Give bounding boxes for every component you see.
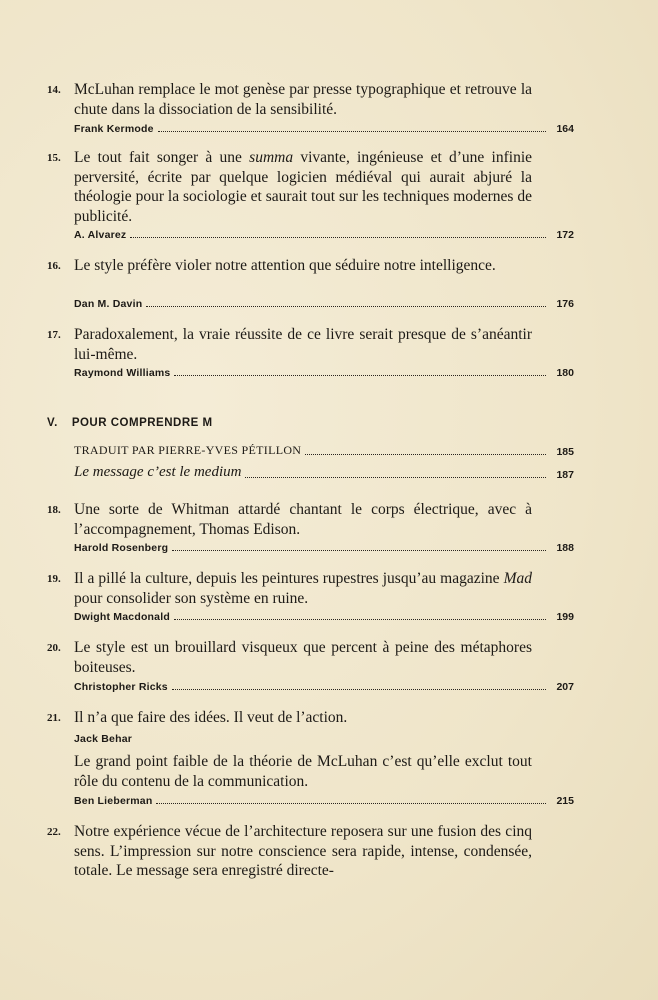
entry-number: 22.	[47, 826, 61, 838]
message-title: Le message c’est le medium	[74, 464, 242, 480]
entry-number: 19.	[47, 573, 61, 585]
entry-quote: Il n’a que faire des idées. Il veut de l’action.	[74, 709, 348, 726]
entry-number: 16.	[47, 260, 61, 272]
dot-leader	[305, 453, 546, 455]
message-line	[74, 463, 574, 481]
entry-quote: Il a pillé la culture, depuis les peintures rupestres jusqu’au magazine Mad pour consolider son système en ruine.	[74, 570, 532, 607]
entry-author-line	[74, 225, 574, 241]
dot-leader	[172, 549, 546, 551]
entry-number: 20.	[47, 642, 61, 654]
entry-quote: Le grand point faible de la théorie de McLuhan c’est qu’elle exclut tout rôle du contenu de la communication.	[74, 753, 532, 790]
entry-number: 17.	[47, 329, 61, 341]
dot-leader	[172, 688, 546, 690]
dot-leader	[156, 802, 546, 804]
entry-author-line	[74, 119, 574, 135]
entry-author-line	[74, 791, 574, 807]
section-title: POUR COMPRENDRE M	[71, 417, 213, 429]
translator-credit: TRADUIT PAR PIERRE-YVES PÉTILLON	[74, 443, 302, 457]
entry-author: Frank Kermode	[74, 123, 154, 135]
entry-number: 21.	[47, 712, 61, 724]
entry-page-number: 188	[556, 542, 574, 554]
entry-author-line	[74, 363, 574, 379]
entry-quote: Notre expérience vécue de l’architecture reposera sur une fusion des cinq sens. L’impression sur notre conscience sera rapide, intense, condensée, totale. Le message sera enregistré directe-	[74, 823, 532, 879]
section-heading	[47, 417, 213, 429]
dot-leader	[174, 618, 546, 620]
entry-quote: Le tout fait songer à une summa vivante, ingénieuse et d’une infinie perversité, écrite par quelque logicien médiéval qui aurait abjuré la théologie pour la sociologie et saurait tout sur les techniques modernes de publicité.	[74, 149, 533, 225]
entry-number: 18.	[47, 504, 61, 516]
entry-quote: Une sorte de Whitman attardé chantant le corps électrique, avec à l’accompagnement, Thomas Edison.	[74, 501, 532, 538]
entry-page-number: 207	[556, 681, 574, 693]
entry-number: 14.	[47, 84, 61, 96]
entry-author: Harold Rosenberg	[74, 542, 169, 554]
dot-leader	[146, 305, 546, 307]
entry-author-line	[74, 677, 574, 693]
entry-author: A. Alvarez	[74, 229, 127, 241]
entry-author: Raymond Williams	[74, 367, 171, 379]
translator-page-number: 185	[556, 446, 574, 458]
entry-author: Dan M. Davin	[74, 298, 143, 310]
entry-page-number: 164	[556, 123, 574, 135]
entry-author: Ben Lieberman	[74, 795, 153, 807]
dot-leader	[174, 374, 546, 376]
entry-number: 15.	[47, 152, 61, 164]
translator-line	[74, 440, 574, 458]
entry-page-number: 172	[556, 229, 574, 241]
entry-page-number: 176	[556, 298, 574, 310]
dot-leader	[130, 236, 546, 238]
entry-author: Jack Behar	[74, 733, 133, 745]
entry-page-number: 199	[556, 611, 574, 623]
entry-page-number: 215	[556, 795, 574, 807]
entry-quote: Le style préfère violer notre attention que séduire notre intelligence.	[74, 257, 496, 274]
entry-quote: Le style est un brouillard visqueux que percent à peine des métaphores boiteuses.	[74, 639, 532, 676]
entry-author-line	[74, 538, 574, 554]
dot-leader	[245, 476, 546, 478]
entry-quote: Paradoxalement, la vraie réussite de ce livre serait presque de s’anéantir lui-même.	[74, 326, 532, 363]
entry-author-line	[74, 607, 574, 623]
section-roman-numeral: V.	[47, 417, 58, 429]
entry-page-number: 180	[556, 367, 574, 379]
entry-author-line	[74, 294, 574, 310]
message-page-number: 187	[556, 469, 574, 481]
entry-author: Dwight Macdonald	[74, 611, 170, 623]
entry-author: Christopher Ricks	[74, 681, 168, 693]
entry-author-line	[74, 729, 574, 745]
entry-quote: McLuhan remplace le mot genèse par presse typographique et retrouve la chute dans la dissociation de la sensibilité.	[74, 81, 532, 118]
dot-leader	[158, 130, 546, 132]
